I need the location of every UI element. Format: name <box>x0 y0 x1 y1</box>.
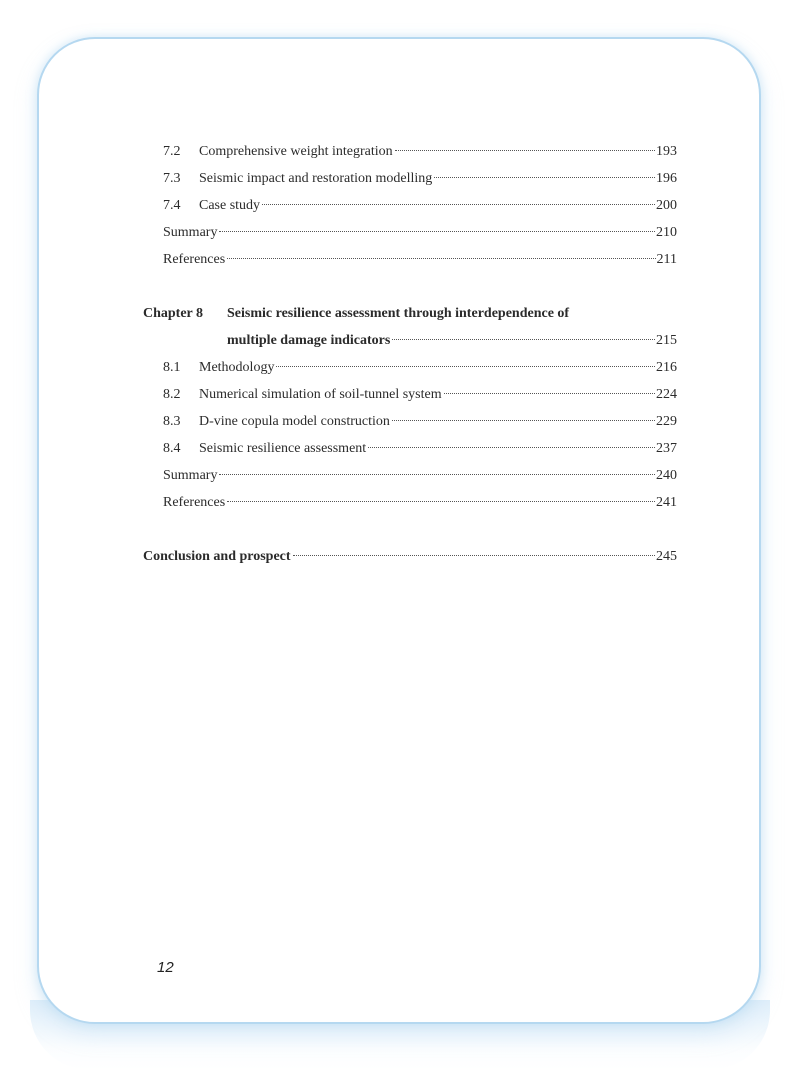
page-number: 12 <box>157 959 174 976</box>
entry-title: Summary <box>163 225 218 240</box>
page-ref: 240 <box>656 468 677 483</box>
page-ref: 245 <box>656 549 677 564</box>
dot-leader <box>434 177 655 178</box>
toc-entry-7-2[interactable] <box>163 143 677 161</box>
page-ref: 241 <box>656 495 677 510</box>
page-ref: 229 <box>656 414 677 429</box>
toc-entry-ch8-summary[interactable] <box>163 467 677 485</box>
dot-leader <box>444 393 655 394</box>
toc-entry-8-2[interactable] <box>163 386 677 404</box>
page-ref: 224 <box>656 387 677 402</box>
section-title: Case study <box>199 198 261 213</box>
dot-leader <box>392 339 655 340</box>
dot-leader <box>368 447 655 448</box>
entry-title: References <box>163 252 226 267</box>
chapter-title-cont: multiple damage indicators <box>227 333 391 348</box>
section-title: D-vine copula model construction <box>199 414 390 429</box>
page-ref: 215 <box>656 333 677 348</box>
entry-title: Summary <box>163 468 218 483</box>
toc-entry-7-4[interactable] <box>163 197 677 215</box>
toc-entry-8-4[interactable] <box>163 440 677 458</box>
toc-entry-ch8-references[interactable] <box>163 494 677 512</box>
dot-leader <box>227 501 655 502</box>
toc-entry-8-1[interactable] <box>163 359 677 377</box>
chapter-label: Chapter 8 <box>143 306 204 321</box>
dot-leader <box>227 258 655 259</box>
toc-entry-ch7-references[interactable] <box>163 251 677 269</box>
book-page <box>37 37 761 1024</box>
toc-entry-8-3[interactable] <box>163 413 677 431</box>
dot-leader <box>395 150 655 151</box>
section-number: 8.3 <box>163 414 181 429</box>
dot-leader <box>392 420 655 421</box>
section-number: 7.3 <box>163 171 181 186</box>
page-ref: 196 <box>656 171 677 186</box>
dot-leader <box>262 204 655 205</box>
section-number: 7.2 <box>163 144 181 159</box>
chapter-title: Seismic resilience assessment through interdependence of <box>227 306 570 321</box>
section-title: Seismic impact and restoration modelling <box>199 171 433 186</box>
section-title: Seismic resilience assessment <box>199 441 367 456</box>
dot-leader <box>219 231 655 232</box>
section-title: Numerical simulation of soil-tunnel system <box>199 387 442 402</box>
dot-leader <box>276 366 655 367</box>
page-ref: 210 <box>656 225 677 240</box>
page-ref: 200 <box>656 198 677 213</box>
toc-chapter-8-heading-cont[interactable] <box>227 332 677 350</box>
dot-leader <box>293 555 655 556</box>
toc-entry-ch7-summary[interactable] <box>163 224 677 242</box>
page-ref: 211 <box>656 252 677 267</box>
entry-title: Conclusion and prospect <box>143 549 291 564</box>
entry-title: References <box>163 495 226 510</box>
section-number: 8.2 <box>163 387 181 402</box>
toc-entry-7-3[interactable] <box>163 170 677 188</box>
page-ref: 216 <box>656 360 677 375</box>
toc-chapter-8-heading[interactable] <box>143 305 677 323</box>
dot-leader <box>219 474 655 475</box>
page-ref: 237 <box>656 441 677 456</box>
section-number: 8.1 <box>163 360 181 375</box>
section-title: Methodology <box>199 360 275 375</box>
section-title: Comprehensive weight integration <box>199 144 393 159</box>
section-number: 8.4 <box>163 441 181 456</box>
toc-entry-conclusion[interactable] <box>143 548 677 566</box>
page-ref: 193 <box>656 144 677 159</box>
table-of-contents <box>39 39 759 1022</box>
section-number: 7.4 <box>163 198 181 213</box>
